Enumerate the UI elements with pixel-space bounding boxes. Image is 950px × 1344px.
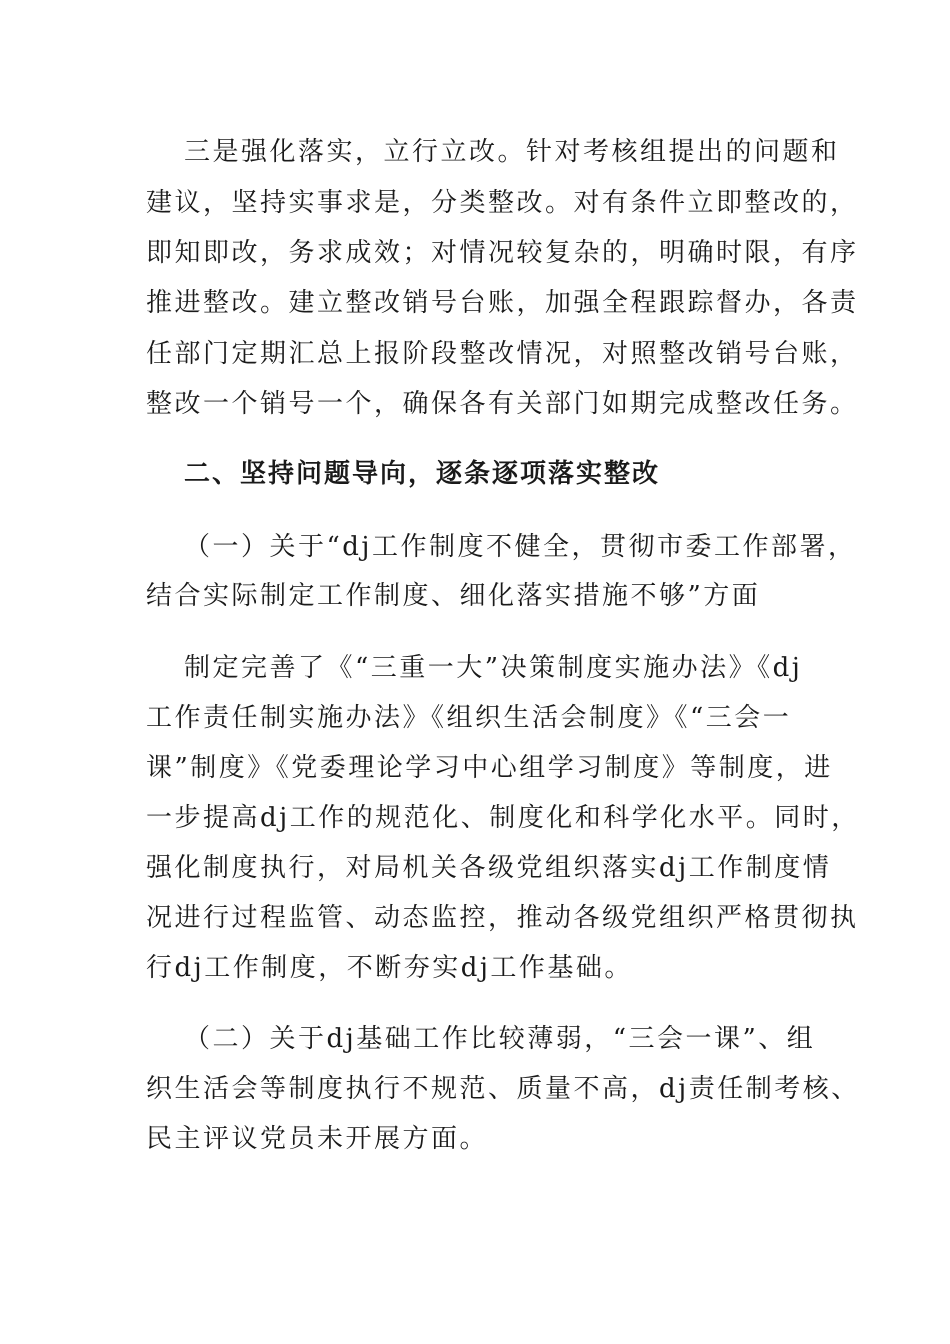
text-line: 工作责任制实施办法》《组织生活会制度》《“三会一 <box>146 703 792 733</box>
text-line: 制定完善了《“三重一大”决策制度实施办法》《dj <box>184 653 803 683</box>
text-line: 三是强化落实，立行立改。针对考核组提出的问题和 <box>184 137 840 167</box>
text-line: 建议，坚持实事求是，分类整改。对有条件立即整改的， <box>146 188 859 218</box>
text-line: 任部门定期汇总上报阶段整改情况，对照整改销号台账， <box>146 339 859 369</box>
text-line: 整改一个销号一个，确保各有关部门如期完成整改任务。 <box>146 389 859 419</box>
text-line: （一）关于“dj工作制度不健全，贯彻市委工作部署， <box>184 532 857 562</box>
text-line: 一步提高dj工作的规范化、制度化和科学化水平。同时， <box>146 803 860 833</box>
text-line: 民主评议党员未开展方面。 <box>146 1124 489 1154</box>
text-line: （二）关于dj基础工作比较薄弱，“三会一课”、组 <box>184 1024 816 1054</box>
text-line: 即知即改，务求成效；对情况较复杂的，明确时限，有序 <box>146 238 859 268</box>
text-line: 课”制度》《党委理论学习中心组学习制度》等制度，进 <box>146 753 833 783</box>
text-line: 行dj工作制度，不断夯实dj工作基础。 <box>146 953 633 983</box>
text-line: 织生活会等制度执行不规范、质量不高，dj责任制考核、 <box>146 1074 860 1104</box>
text-line: 况进行过程监管、动态监控，推动各级党组织严格贯彻执 <box>146 903 859 933</box>
text-line: 强化制度执行，对局机关各级党组织落实dj工作制度情 <box>146 853 832 883</box>
section-heading: 二、坚持问题导向，逐条逐项落实整改 <box>184 459 661 489</box>
text-line: 推进整改。建立整改销号台账，加强全程跟踪督办，各责 <box>146 288 859 318</box>
text-line: 结合实际制定工作制度、细化落实措施不够”方面 <box>146 581 761 611</box>
